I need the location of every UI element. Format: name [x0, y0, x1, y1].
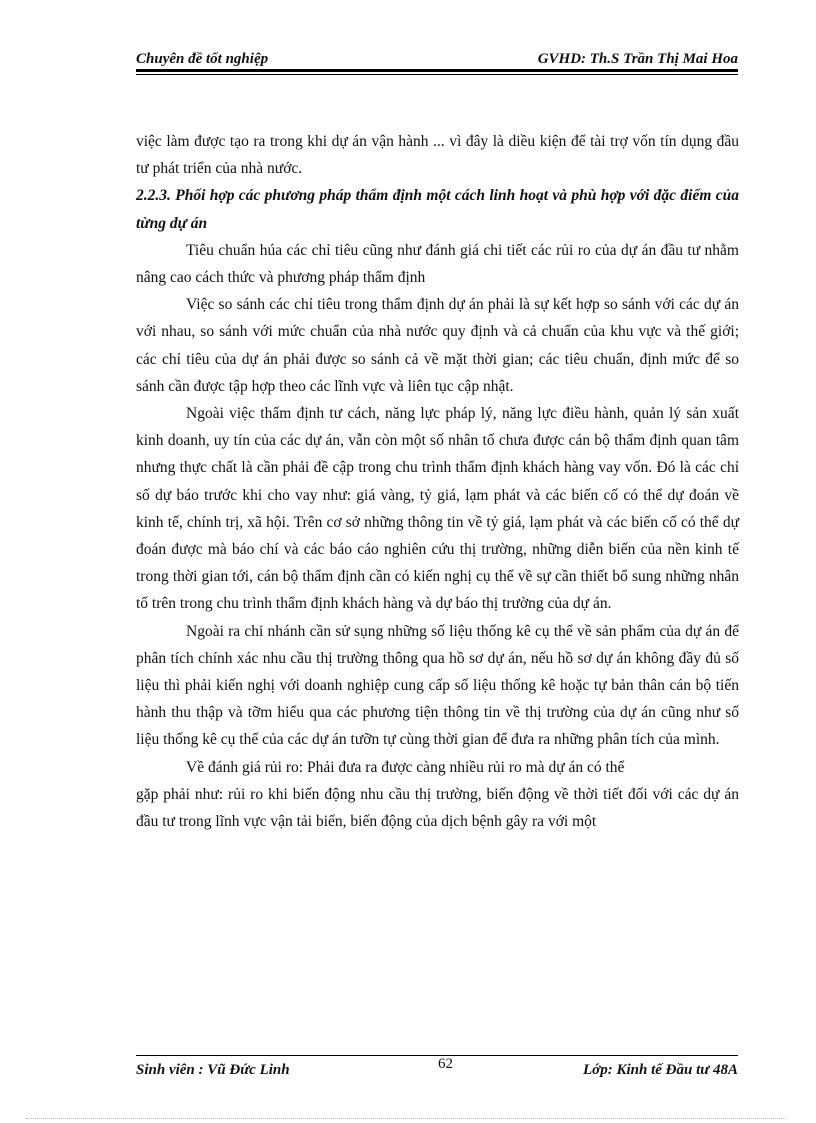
paragraph-standardization: Tiêu chuẩn húa các chỉ tiêu cũng như đánh giá chi tiết các rủi ro của dự án đầu tư nhằm nâng cao cách thức và phương pháp thẩm định: [136, 241, 739, 287]
header-course-title: Chuyên đề tốt nghiệp: [136, 51, 269, 67]
page-number: 62: [438, 1056, 453, 1072]
paragraph-statistics: Ngoài ra chi nhánh cần sử sụng những số liệu thống kê cụ thể về sản phẩm của dự án để phân tích chính xác nhu cầu thị trường thông qua hồ sơ dự án, nếu hồ sơ dự án không đầy đủ số liệu thì phải kiến nghị với doanh nghiệp cung cấp số liệu thống kê hoặc tự bản thân cán bộ tiến hành thu thập và tỡm hiểu qua các phương tiện thông tin về thị trường của dự án cũng như số liệu thống kê cụ thể của các dự án tưỡn tự cùng thời gian để đưa ra những phân tích của mình.: [136, 622, 739, 749]
footer-rule: [136, 1055, 738, 1056]
footer-class: Lớp: Kinh tế Đầu tư 48A: [583, 1062, 738, 1078]
header-rule: [136, 69, 738, 75]
page-header: [136, 44, 738, 68]
page-footer: [136, 1056, 738, 1082]
paragraph-risk-continuation: gặp phải như: rủi ro khi biến động nhu cầu thị trường, biến động về thời tiết đối với các dự án đầu tư trong lĩnh vực vận tải biển, biến động của dịch bệnh gây ra với một: [136, 785, 739, 831]
paragraph-risk-assessment: Về đánh giá rủi ro: Phải đưa ra được càng nhiều rủi ro mà dự án có thể: [186, 758, 625, 776]
page-edge-line: [26, 1118, 786, 1119]
paragraph-forecast-indicators: Ngoài việc thẩm định tư cách, năng lực pháp lý, năng lực điều hành, quản lý sản xuất kinh doanh, uy tín của các dự án, vẫn còn một số nhân tố chưa được cán bộ thẩm định quan tâm nhưng thực chất là cần phải đề cập trong chu trình thẩm định khách hàng vay vốn. Đó là các chỉ số dự báo trước khi cho vay như: giá vàng, tỷ giá, lạm phát và các biến cố có thể dự đoán về kinh tế, chính trị, xã hội. Trên cơ sở những thông tin về tỷ giá, lạm phát và các biến cố có thể dự đoán được mà báo chí và các báo cáo nghiên cứu thị trường, những diễn biến của nền kinh tế trong thời gian tới, cán bộ thẩm định cần có kiến nghị cụ thể về sự cần thiết bổ sung những nhân tố trên trong chu trình thẩm định khách hàng và dự báo thị trường của dự án.: [136, 405, 739, 613]
document-body: [136, 128, 739, 835]
section-heading: 2.2.3. Phối hợp các phương pháp thẩm định một cách linh hoạt và phù hợp với đặc điểm của từng dự án: [136, 187, 739, 232]
paragraph-continuation: việc làm được tạo ra trong khi dự án vận hành ... vì đây là diều kiện để tài trợ vốn tín dụng đầu tư phát triển của nhà nước.: [136, 133, 739, 178]
footer-student: Sinh viên : Vũ Đức Linh: [136, 1062, 290, 1078]
header-supervisor: GVHD: Th.S Trần Thị Mai Hoa: [537, 51, 738, 67]
paragraph-comparison: Việc so sánh các chỉ tiêu trong thẩm định dự án phải là sự kết hợp so sánh với các dự án với nhau, so sánh với mức chuẩn của nhà nước quy định và cả chuẩn của khu vực và thế giới; các chỉ tiêu của dự án phải được so sánh cả về mặt thời gian; các tiêu chuẩn, định mức để so sánh cần được tập hợp theo các lĩnh vực và liên tục cập nhật.: [136, 296, 739, 395]
